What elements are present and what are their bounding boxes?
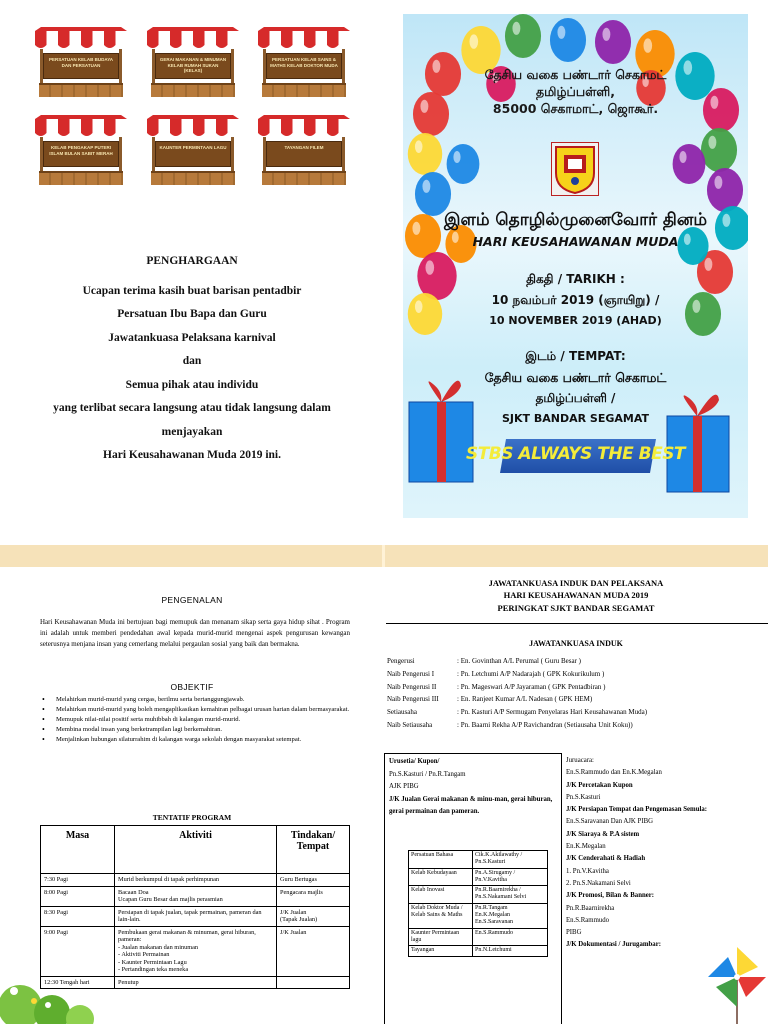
stall-assignment-row: [409, 868, 548, 886]
committee-member-row: [387, 706, 765, 719]
venue-heading: இடம் / TEMPAT:: [525, 349, 626, 363]
stall-illustration: [35, 27, 127, 99]
program-cell-activity: Murid berkumpul di tapak perhimpunan: [115, 874, 277, 887]
objective-list: [40, 695, 350, 745]
duty-heading: J/K Persiapan Tempat dan Pengemasan Semula:: [566, 806, 708, 814]
date-tamil: 10 நவம்பர் 2019 (ஞாயிறு) /: [491, 293, 660, 307]
venue-malay: SJKT BANDAR SEGAMAT: [501, 412, 649, 425]
committee-title-line: JAWATANKUASA INDUK DAN PELAKSANA: [488, 578, 664, 588]
stall-sign: KAUNTER PERMINTAAN LAGU: [155, 141, 231, 167]
member-name: : Pn. Mageswari A/P Jayaraman ( GPK Pentadbiran ): [457, 682, 606, 691]
stall-sign: PERSATUAN KELAB SAINS & MATHS KELAB DOKTOR MUDA: [266, 53, 342, 79]
committee-title-line: HARI KEUSAHAWANAN MUDA 2019: [503, 590, 649, 600]
stall-counter: [39, 83, 123, 97]
duty-assignee: PIBG: [566, 929, 582, 937]
committee-panel: [384, 567, 768, 1024]
awning-icon: [35, 27, 127, 49]
event-poster: [403, 14, 748, 518]
program-cell-activity: Bacaan Doa Ucapan Guru Besar dan majlis perasmian: [115, 886, 277, 906]
program-row: [41, 886, 350, 906]
program-cell-time: 8:30 Pagi: [41, 906, 115, 926]
title-divider: [386, 623, 768, 624]
appreciation-line: Hari Keusahawanan Muda 2019 ini.: [103, 449, 281, 461]
bush-decoration: [0, 967, 130, 1024]
poster-slogan: STBS ALWAYS THE BEST: [465, 444, 686, 464]
stall-person: En.S.Rammudo: [473, 928, 548, 946]
stall-unit: Tayangan: [409, 946, 473, 956]
program-cell-action: J/K Jualan: [277, 926, 350, 976]
stall-post: [231, 137, 234, 175]
stall-counter: [39, 171, 123, 185]
stall-unit: Persatuan Bahasa: [409, 851, 473, 869]
address-line: தமிழ்ப்பள்ளி,: [536, 84, 615, 99]
duty-heading: J/K Dokumentasi / Jurugambar:: [566, 941, 661, 949]
fold-line: [382, 545, 385, 567]
school-emblem: [551, 142, 599, 196]
stall-person: Pn.N.Letchumi: [473, 946, 548, 956]
appreciation-line: dan: [182, 355, 202, 367]
member-role: Naib Pengerusi III: [387, 695, 439, 704]
school-crest-icon: [552, 143, 598, 195]
program-cell-time: 9:00 Pagi: [41, 926, 115, 976]
awning-icon: [147, 27, 239, 49]
appreciation-heading: PENGHARGAAN: [146, 255, 238, 267]
poster-address: [403, 66, 748, 117]
stall-assignment-row: [409, 851, 548, 869]
stall-counter: [262, 83, 346, 97]
address-line: 85000 செகாமாட், ஜொகூர்.: [492, 101, 659, 116]
stall-person: Pn.A.Sirugamy / Pn.V.Kavitha: [473, 868, 548, 886]
stall-illustration: [258, 27, 350, 99]
main-committee-heading: JAWATANKUASA INDUK: [529, 639, 623, 648]
stall-person: Pn.R.Baarnirekha / Pn.S.Nakamani Selvi: [473, 886, 548, 904]
stall-sign: GERAI MAKANAN & MINUMAN KELAB RUMAH SUKAN (KELAS): [155, 53, 231, 79]
duty-assignee: En.S.Rammudo dan En.K.Megalan: [566, 769, 662, 777]
program-cell-time: 8:00 Pagi: [41, 886, 115, 906]
awning-icon: [258, 27, 350, 49]
member-role: Pengerusi: [387, 657, 415, 665]
stall-counter: [151, 171, 235, 185]
sales-committee-heading: J/K Jualan Gerai makanan & minu-man, gerai hiburan, gerai permainan dan pameran.: [389, 795, 553, 816]
duty-assignee: En.S.Rammudo: [566, 916, 610, 924]
committee-member-row: [387, 655, 765, 668]
duty-assignee: Juruacara:: [566, 757, 594, 764]
appreciation-section: [30, 250, 354, 468]
duty-assignee: 2. Pn.S.Nakamani Selvi: [566, 879, 631, 887]
stall-person: Cik.K.Akilawathy / Pn.S.Kasturi: [473, 851, 548, 869]
committee-member-row: [387, 668, 765, 681]
program-header-row: [41, 826, 350, 874]
committee-title-line: PERINGKAT SJKT BANDAR SEGAMAT: [497, 603, 655, 613]
program-heading: TENTATIF PROGRAM: [152, 813, 232, 822]
column-header: Tindakan/ Tempat: [277, 826, 350, 874]
secretariat-names: Pn.S.Kasturi / Pn.R.Tangam: [389, 770, 466, 778]
venue-tamil-line: தமிழ்ப்பள்ளி /: [535, 391, 616, 405]
poster-title: HARI KEUSAHAWANAN MUDA: [472, 234, 679, 249]
appreciation-line: Semua pihak atau individu: [125, 378, 259, 391]
stall-assignment-table: [408, 850, 548, 957]
member-name: : Pn. Letchumi A/P Nadarajah ( GPK Kokurikulum ): [457, 669, 605, 678]
introduction-text: Hari Keusahawanan Muda ini bertujuan bagi memupuk dan menanam sikap serta gaya hidup sihat . Program ini adalah untuk memberi pendedahan awal kepada murid-murid mengenai aspek pengurusan kewangan seterusnya menjana insan yang cemerlang melalui pergaulan sosial yang baik dan bermakna.: [40, 618, 350, 648]
appreciation-line: Jawatankuasa Pelaksana karnival: [108, 331, 276, 344]
stall-person: Pn.R.Tangam En.K.Megalan En.S.Saravanan: [473, 903, 548, 928]
date-malay: 10 NOVEMBER 2019 (AHAD): [489, 314, 662, 327]
member-role: Setiausaha: [387, 708, 417, 717]
duty-assignee: Pn.R.Baarnirekha: [566, 904, 615, 912]
program-cell-time: 12:30 Tengah hari: [41, 976, 115, 989]
program-cell-activity: Penutup: [115, 976, 277, 989]
program-cell-action: Guru Bertugas: [277, 874, 350, 887]
date-heading: திகதி / TARIKH :: [526, 272, 625, 286]
stall-assignment-row: [409, 903, 548, 928]
stall-sign: KELAB PENGAKAP PUTERI ISLAM BULAN SABIT MERAH: [43, 141, 119, 167]
stall-illustration: [147, 115, 239, 187]
committee-member-row: [387, 719, 765, 732]
column-header: Aktiviti: [115, 826, 277, 874]
stall-counter: [262, 171, 346, 185]
stall-unit: Kelab Kebudayaan: [409, 868, 473, 886]
stall-assignment-row: [409, 886, 548, 904]
duty-heading: J/K Cenderahati & Hadiah: [566, 855, 646, 863]
appreciation-line: menjayakan: [161, 425, 223, 438]
secretariat-heading: Urusetia/ Kupon/: [389, 758, 440, 765]
duty-assignee: Pn.S.Kasturi: [566, 793, 601, 801]
member-name: : En. Ranjeet Kumar A/L Nadesan ( GPK HEM): [457, 695, 593, 704]
introduction-heading: PENGENALAN: [161, 595, 223, 605]
stall-post: [119, 137, 122, 175]
appreciation-line: Ucapan terima kasih buat barisan pentadbir: [82, 284, 302, 297]
stall-illustration: [147, 27, 239, 99]
address-line: தேசிய வகை பண்டார் செகாமட்: [484, 67, 667, 82]
duty-assignee: En.K.Megalan: [566, 843, 606, 851]
stall-assignment-row: [409, 928, 548, 946]
duty-heading: J/K Siaraya & P.A sistem: [566, 830, 640, 838]
committee-member-row: [387, 693, 765, 706]
program-table: [40, 825, 350, 989]
program-cell-activity: Pembukaan gerai makanan & minuman, gerai hiburan, pameran: - Jualan makanan dan minuman - Aktiviti Permainan - Kaunter Permintaan Lagu - Pertandingan teka meneka: [115, 926, 277, 976]
program-cell-activity: Persiapan di tapak jualan, tapak permainan, pameran dan lain-lain.: [115, 906, 277, 926]
awning-icon: [147, 115, 239, 137]
objective-item: • Melahirkan murid-murid yang cergas, berilmu serta bertanggungjawab.: [40, 695, 350, 704]
introduction-panel: [0, 567, 384, 1024]
member-name: : En. Govinthan A/L Perumal ( Guru Besar ): [457, 657, 581, 665]
ajk-label: AJK PIBG: [389, 783, 419, 791]
duty-assignee: En.S.Saravanan Dan AJK PIBG: [566, 818, 654, 826]
stall-assignment-row: [409, 946, 548, 956]
column-header: Masa: [41, 826, 115, 874]
stall-post: [342, 137, 345, 175]
duty-heading: J/K Percetakan Kupon: [566, 781, 633, 789]
program-cell-action: J/K Jualan (Tapak Jualan): [277, 906, 350, 926]
duty-heading: J/K Promosi, Bilan & Banner:: [566, 892, 655, 900]
poster-tamil-title: இளம் தொழில்முனைவோர் தினம்: [443, 210, 708, 230]
appreciation-line: yang terlibat secara langsung atau tidak langsung dalam: [53, 402, 331, 414]
program-cell-action: Pengacara majlis: [277, 886, 350, 906]
stall-post: [231, 49, 234, 87]
stall-post: [342, 49, 345, 87]
duty-assignee: 1. Pn.V.Kavitha: [566, 867, 609, 875]
stall-unit: Kelab Doktor Muda / Kelab Sains & Maths: [409, 903, 473, 928]
stall-illustration: [35, 115, 127, 187]
venue-tamil-line: தேசிய வகை பண்டார் செகாமட்: [484, 370, 667, 385]
objective-heading: OBJEKTIF: [170, 682, 214, 692]
stall-post: [119, 49, 122, 87]
member-role: Naib Pengerusi II: [387, 682, 437, 691]
awning-icon: [35, 115, 127, 137]
program-cell-action: [277, 976, 350, 989]
objective-item: • Melahirkan murid-murid yang boleh mengaplikasikan kemahiran pelbagai urusan harian dalam bermasyarakat.: [40, 705, 350, 714]
objective-item: • Membina modal insan yang berketrampilan lagi berkemahiran.: [40, 725, 350, 734]
program-row: [41, 874, 350, 887]
stall-sign: PERSATUAN KELAB BUDAYA DAN PERSATUAN: [43, 53, 119, 79]
objective-item: • Memupuk nilai-nilai positif serta muhibbah di kalangan murid-murid.: [40, 715, 350, 724]
objective-item: • Menjalinkan hubungan silaturrahim di kalangan warga sekolah dengan masyarakat setempat.: [40, 735, 350, 744]
program-cell-time: 7:30 Pagi: [41, 874, 115, 887]
pinwheel-decoration: [702, 937, 768, 1024]
stall-illustration: [258, 115, 350, 187]
stall-unit: Kelab Inovasi: [409, 886, 473, 904]
awning-icon: [258, 115, 350, 137]
member-name: : Pn. Kasturi A/P Sermugam Penyelaras Hari Keusahawanan Muda): [457, 708, 648, 717]
stall-counter: [151, 83, 235, 97]
stall-sign: TAYANGAN FILEM: [266, 141, 342, 167]
main-committee-list: [387, 655, 765, 732]
member-name: : Pn. Baarni Rekha A/P Ravichandran (Setiausaha Unit Koku)): [457, 720, 633, 729]
back-cover-panel: [0, 0, 384, 545]
appreciation-line: Persatuan Ibu Bapa dan Guru: [117, 308, 267, 320]
stall-unit: Kaunter Permintaan lagu: [409, 928, 473, 946]
member-role: Naib Pengerusi I: [387, 669, 435, 678]
committee-member-row: [387, 681, 765, 694]
member-role: Naib Setiausaha: [387, 720, 433, 729]
program-row: [41, 906, 350, 926]
